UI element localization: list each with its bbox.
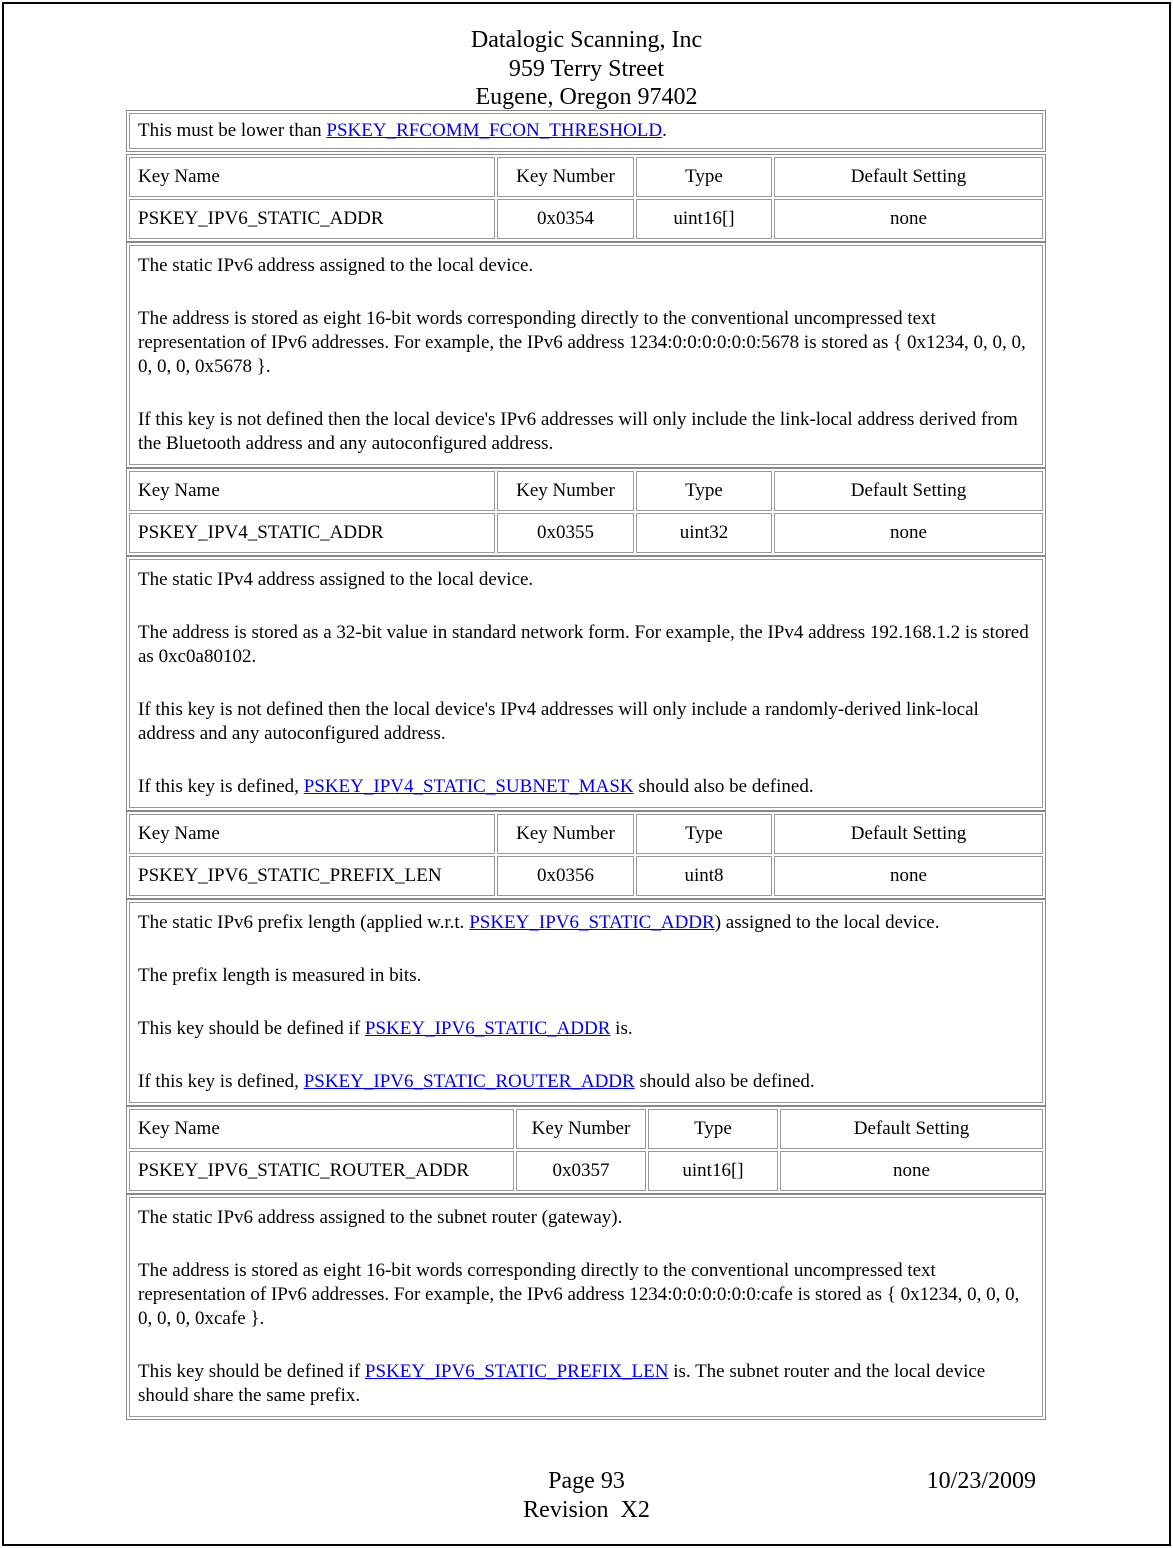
text: The static IPv6 prefix length (applied w.r.t. [138,912,470,933]
table-row [129,856,1043,896]
key-table-ipv6-static-addr [126,154,1046,242]
document-header [0,26,1173,112]
description-cell [129,1197,1043,1417]
key-type: uint8 [636,856,772,896]
text: is. [610,1018,633,1039]
description-cell [129,559,1043,808]
key-description-ipv6-static-addr [126,242,1046,468]
text: This key should be defined if [138,1361,365,1382]
key-description-ipv4-static-addr [126,556,1046,811]
table-row [129,1151,1043,1191]
description-paragraph: If this key is not defined then the local device's IPv6 addresses will only include the link-local address derived from the Bluetooth address and any autoconfigured address. [138,409,1018,454]
key-number: 0x0355 [497,513,634,553]
description-paragraph [138,1070,1034,1094]
text: If this key is defined, [138,776,304,797]
footer-date: 10/23/2009 [926,1468,1036,1494]
revision: Revision X2 [523,1496,650,1523]
col-default: Default Setting [774,157,1043,197]
key-default: none [774,513,1043,553]
col-default: Default Setting [774,471,1043,511]
key-number: 0x0354 [497,199,634,239]
description-paragraph: If this key is not defined then the local device's IPv4 addresses will only include a randomly-derived link-local address and any autoconfigured address. [138,699,979,744]
company-city: Eugene, Oregon 97402 [475,84,698,110]
col-key-name: Key Name [129,471,495,511]
description-paragraph [138,775,1034,799]
table-header-row [129,471,1043,511]
description-cell [129,902,1043,1103]
col-key-number: Key Number [497,157,634,197]
key-name: PSKEY_IPV4_STATIC_ADDR [129,513,495,553]
link-ipv4-static-subnet-mask[interactable]: PSKEY_IPV4_STATIC_SUBNET_MASK [303,776,634,797]
col-key-name: Key Name [129,157,495,197]
col-key-number: Key Number [497,471,634,511]
col-default: Default Setting [780,1109,1043,1149]
description-paragraph: The address is stored as eight 16-bit words corresponding directly to the conventional uncompressed text representation of IPv6 addresses. For example, the IPv6 address 1234:0:0:0:0:0:0:5678 is stored as { 0x1234, 0, 0, 0, 0, 0, 0, 0x5678 }. [138,308,1026,377]
link-ipv6-static-addr[interactable]: PSKEY_IPV6_STATIC_ADDR [469,912,715,933]
table-header-row [129,814,1043,854]
key-type: uint32 [636,513,772,553]
key-default: none [774,199,1043,239]
intro-note [129,113,1043,149]
key-type: uint16[] [648,1151,778,1191]
key-type: uint16[] [636,199,772,239]
table-header-row [129,157,1043,197]
description-paragraph: The static IPv6 address assigned to the subnet router (gateway). [138,1207,623,1228]
text: ) assigned to the local device. [714,912,940,933]
link-ipv6-static-prefix-len[interactable]: PSKEY_IPV6_STATIC_PREFIX_LEN [364,1361,669,1382]
intro-note-table [126,110,1046,152]
text: should also be defined. [634,1071,815,1092]
key-number: 0x0356 [497,856,634,896]
col-type: Type [648,1109,778,1149]
description-paragraph: The prefix length is measured in bits. [138,965,422,986]
link-ipv6-static-router-addr[interactable]: PSKEY_IPV6_STATIC_ROUTER_ADDR [303,1071,635,1092]
description-paragraph: The static IPv6 address assigned to the local device. [138,255,534,276]
company-name: Datalogic Scanning, Inc [470,27,703,53]
table-row [129,513,1043,553]
description-cell [129,245,1043,465]
col-default: Default Setting [774,814,1043,854]
description-paragraph [138,911,1034,935]
col-key-number: Key Number [497,814,634,854]
link-ipv6-static-addr[interactable]: PSKEY_IPV6_STATIC_ADDR [364,1018,611,1039]
company-street: 959 Terry Street [508,55,665,82]
col-type: Type [636,814,772,854]
key-name: PSKEY_IPV6_STATIC_ROUTER_ADDR [129,1151,514,1191]
key-description-ipv6-static-router-addr [126,1194,1046,1420]
text: This key should be defined if [138,1018,365,1039]
key-default: none [780,1151,1043,1191]
key-number: 0x0357 [516,1151,646,1191]
key-table-ipv6-static-router-addr [126,1106,1046,1194]
key-name: PSKEY_IPV6_STATIC_PREFIX_LEN [129,856,495,896]
description-paragraph: The address is stored as a 32-bit value in standard network form. For example, the IPv4 address 192.168.1.2 is stored as 0xc0a80102. [138,622,1029,667]
intro-text-end: . [662,120,667,141]
text: If this key is defined, [138,1071,304,1092]
key-default: none [774,856,1043,896]
col-type: Type [636,157,772,197]
table-row [129,199,1043,239]
col-key-number: Key Number [516,1109,646,1149]
pskey-content [126,110,1046,1420]
text: should also be defined. [633,776,814,797]
key-name: PSKEY_IPV6_STATIC_ADDR [129,199,495,239]
key-table-ipv4-static-addr [126,468,1046,556]
description-paragraph: The address is stored as eight 16-bit words corresponding directly to the conventional uncompressed text representation of IPv6 addresses. For example, the IPv6 address 1234:0:0:0:0:0:0:cafe is stored as { 0x1234, 0, 0, 0, 0, 0, 0, 0xcafe }. [138,1260,1020,1329]
col-key-name: Key Name [129,1109,514,1149]
col-type: Type [636,471,772,511]
key-table-ipv6-static-prefix-len [126,811,1046,899]
link-rfcomm-fcon-threshold[interactable]: PSKEY_RFCOMM_FCON_THRESHOLD [326,120,663,141]
intro-text: This must be lower than [138,120,327,141]
description-paragraph [138,1017,1034,1041]
col-key-name: Key Name [129,814,495,854]
text: is. The subnet router and the local device should share the same prefix. [138,1361,986,1406]
table-header-row [129,1109,1043,1149]
description-paragraph: The static IPv4 address assigned to the local device. [138,569,534,590]
page-number: Page 93 [548,1468,625,1494]
key-description-ipv6-static-prefix-len [126,899,1046,1106]
description-paragraph [138,1360,1034,1408]
